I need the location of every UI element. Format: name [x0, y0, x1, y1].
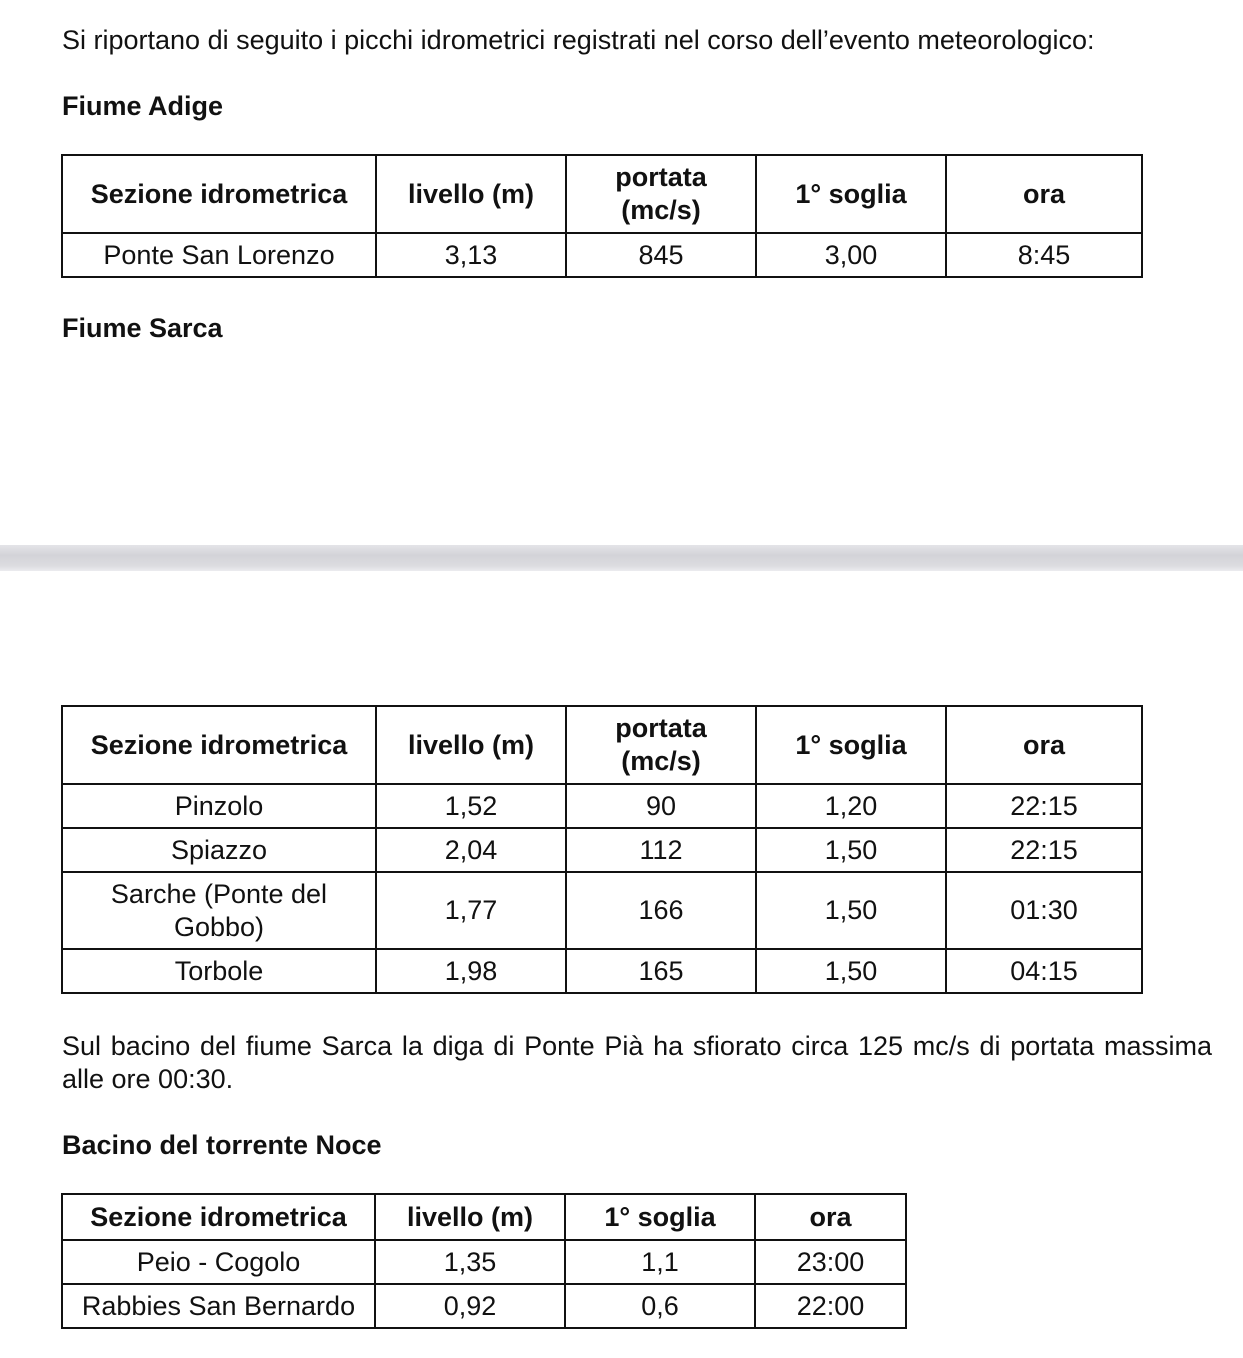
cell-soglia: 1,50	[756, 872, 946, 949]
cell-soglia: 0,6	[565, 1284, 755, 1328]
cell-livello: 1,52	[376, 784, 566, 828]
cell-ora: 8:45	[946, 233, 1142, 277]
header-livello: livello (m)	[376, 706, 566, 784]
cell-sezione: Spiazzo	[62, 828, 376, 872]
cell-portata: 112	[566, 828, 756, 872]
cell-soglia: 1,50	[756, 949, 946, 993]
header-portata: portata (mc/s)	[566, 155, 756, 233]
cell-sezione: Torbole	[62, 949, 376, 993]
header-sezione: Sezione idrometrica	[62, 1194, 375, 1240]
cell-sezione: Peio - Cogolo	[62, 1240, 375, 1284]
heading-fiume-adige: Fiume Adige	[62, 91, 224, 121]
page-separator	[0, 545, 1243, 571]
cell-ora: 23:00	[755, 1240, 906, 1284]
cell-soglia: 1,20	[756, 784, 946, 828]
table-header-row	[62, 155, 1142, 233]
header-soglia: 1° soglia	[756, 155, 946, 233]
header-sezione: Sezione idrometrica	[62, 706, 376, 784]
header-ora: ora	[755, 1194, 906, 1240]
cell-sezione: Sarche (Ponte del Gobbo)	[62, 872, 376, 949]
table-adige	[61, 154, 1143, 278]
cell-livello: 3,13	[376, 233, 566, 277]
cell-portata: 165	[566, 949, 756, 993]
cell-sezione: Pinzolo	[62, 784, 376, 828]
cell-ora: 01:30	[946, 872, 1142, 949]
header-ora: ora	[946, 706, 1142, 784]
cell-ora: 22:00	[755, 1284, 906, 1328]
table-row	[62, 872, 1142, 949]
cell-ora: 22:15	[946, 828, 1142, 872]
cell-livello: 0,92	[375, 1284, 565, 1328]
cell-livello: 2,04	[376, 828, 566, 872]
table-row	[62, 1284, 906, 1328]
table-row	[62, 1240, 906, 1284]
cell-ora: 22:15	[946, 784, 1142, 828]
sarca-note-text: Sul bacino del fiume Sarca la diga di Ponte Pià ha sfiorato circa 125 mc/s di portata massima alle ore 00:30.	[62, 1031, 1212, 1094]
table-header-row	[62, 706, 1142, 784]
cell-ora: 04:15	[946, 949, 1142, 993]
cell-livello: 1,35	[375, 1240, 565, 1284]
header-portata: portata (mc/s)	[566, 706, 756, 784]
table-row	[62, 784, 1142, 828]
heading-torrente-noce: Bacino del torrente Noce	[62, 1130, 382, 1160]
table-row	[62, 949, 1142, 993]
header-soglia: 1° soglia	[565, 1194, 755, 1240]
cell-soglia: 3,00	[756, 233, 946, 277]
table-sarca	[61, 705, 1143, 994]
cell-portata: 845	[566, 233, 756, 277]
table-header-row	[62, 1194, 906, 1240]
table-noce	[61, 1193, 907, 1329]
table-row	[62, 828, 1142, 872]
header-livello: livello (m)	[375, 1194, 565, 1240]
cell-soglia: 1,50	[756, 828, 946, 872]
cell-portata: 166	[566, 872, 756, 949]
cell-livello: 1,77	[376, 872, 566, 949]
cell-soglia: 1,1	[565, 1240, 755, 1284]
heading-fiume-sarca: Fiume Sarca	[62, 313, 223, 343]
cell-portata: 90	[566, 784, 756, 828]
intro-text: Si riportano di seguito i picchi idrometrici registrati nel corso dell’evento meteorologico:	[62, 25, 1095, 55]
table-row	[62, 233, 1142, 277]
header-livello: livello (m)	[376, 155, 566, 233]
cell-sezione: Rabbies San Bernardo	[62, 1284, 375, 1328]
header-soglia: 1° soglia	[756, 706, 946, 784]
cell-livello: 1,98	[376, 949, 566, 993]
header-ora: ora	[946, 155, 1142, 233]
cell-sezione: Ponte San Lorenzo	[62, 233, 376, 277]
header-sezione: Sezione idrometrica	[62, 155, 376, 233]
